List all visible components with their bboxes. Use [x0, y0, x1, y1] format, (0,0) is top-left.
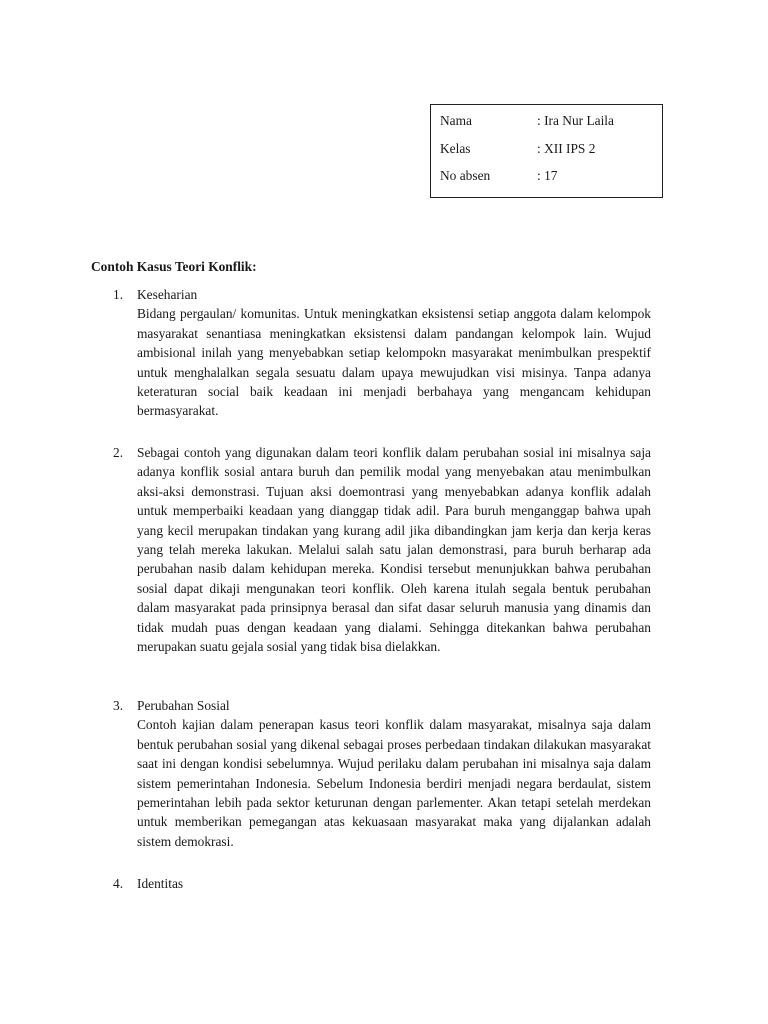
list-item-number: 4. [113, 876, 124, 891]
list-item-body: Bidang pergaulan/ komunitas. Untuk meningkatkan eksistensi setiap anggota dalam kelompok masyarakat senantiasa meningkatkan eksistensi dalam pandangan kelompok lain. Wujud ambisional inilah yang menyebabkan setiap kelompokn masyarakat menimbulkan prespektif untuk menghalalkan segala sesuatu dalam upaya mewujudkan visi misinya. Tanpa adanya keteraturan social baik keadaan ini menjadi berbahaya yang mengancam kehidupan bermasyarakat. [137, 306, 651, 419]
identity-box [430, 104, 663, 198]
list-item-number: 2. [113, 445, 124, 460]
list-item-number: 3. [113, 698, 124, 713]
list-item-title: Identitas [137, 876, 184, 891]
absen-label: No absen [440, 168, 491, 183]
absen-value: : 17 [537, 168, 558, 183]
identity-row-class [440, 139, 660, 159]
identity-row-absen [440, 166, 660, 186]
document-heading: Contoh Kasus Teori Konflik: [91, 259, 257, 274]
list-item-number: 1. [113, 287, 124, 302]
list-item-body: Contoh kajian dalam penerapan kasus teori konflik dalam masyarakat, misalnya saja dalam bentuk perubahan sosial yang dikenal sebagai proses perbedaan tindakan dilakukan masyarakat saat ini dengan kondisi sebelumnya. Wujud perilaku dalam perubahan ini misalnya saja dalam sistem pemerintahan Indonesia. Sebelum Indonesia berdiri menjadi negara berdaulat, sistem pemerintahan lebih pada sektor keturunan dengan parlementer. Akan tetapi setelah merdekan untuk memberikan pemegangan atas kekuasaan masyarakat maka yang dijalankan adalah sistem demokrasi. [137, 717, 651, 849]
class-value: : XII IPS 2 [537, 141, 596, 156]
class-label: Kelas [440, 141, 471, 156]
list-item-body: Sebagai contoh yang digunakan dalam teori konflik dalam perubahan sosial ini misalnya saja adanya konflik sosial antara buruh dan pemilik modal yang menyebakan atau menimbulkan aksi-aksi demonstrasi. Tujuan aksi doemontrasi yang menyebabkan adanya konflik adalah untuk memperbaiki keadaan yang dianggap tidak adil. Para buruh menganggap bahwa upah yang kecil merupakan tindakan yang kurang adil jika dibandingkan jam kerja dan kerja keras yang telah mereka lakukan. Melalui salah satu jalan demonstrasi, para buruh berharap ada perubahan nasib dalam kehidupan mereka. Kondisi tersebut menunjukkan bahwa perubahan sosial dapat dikaji mengunakan teori konflik. Oleh karena itulah segala bentuk perubahan dalam masyarakat pada prinsipnya berasal dan sifat dasar seluruh manusia yang dinamis dan tidak mudah puas dengan keadaan yang dialami. Sehingga ditekankan bahwa perubahan merupakan suatu gejala sosial yang tidak bisa dielakkan. [137, 445, 651, 655]
identity-row-name [440, 111, 660, 131]
list-item-title: Perubahan Sosial [137, 698, 230, 713]
name-value: : Ira Nur Laila [537, 113, 614, 128]
list-item-title: Keseharian [137, 287, 198, 302]
name-label: Nama [440, 113, 472, 128]
